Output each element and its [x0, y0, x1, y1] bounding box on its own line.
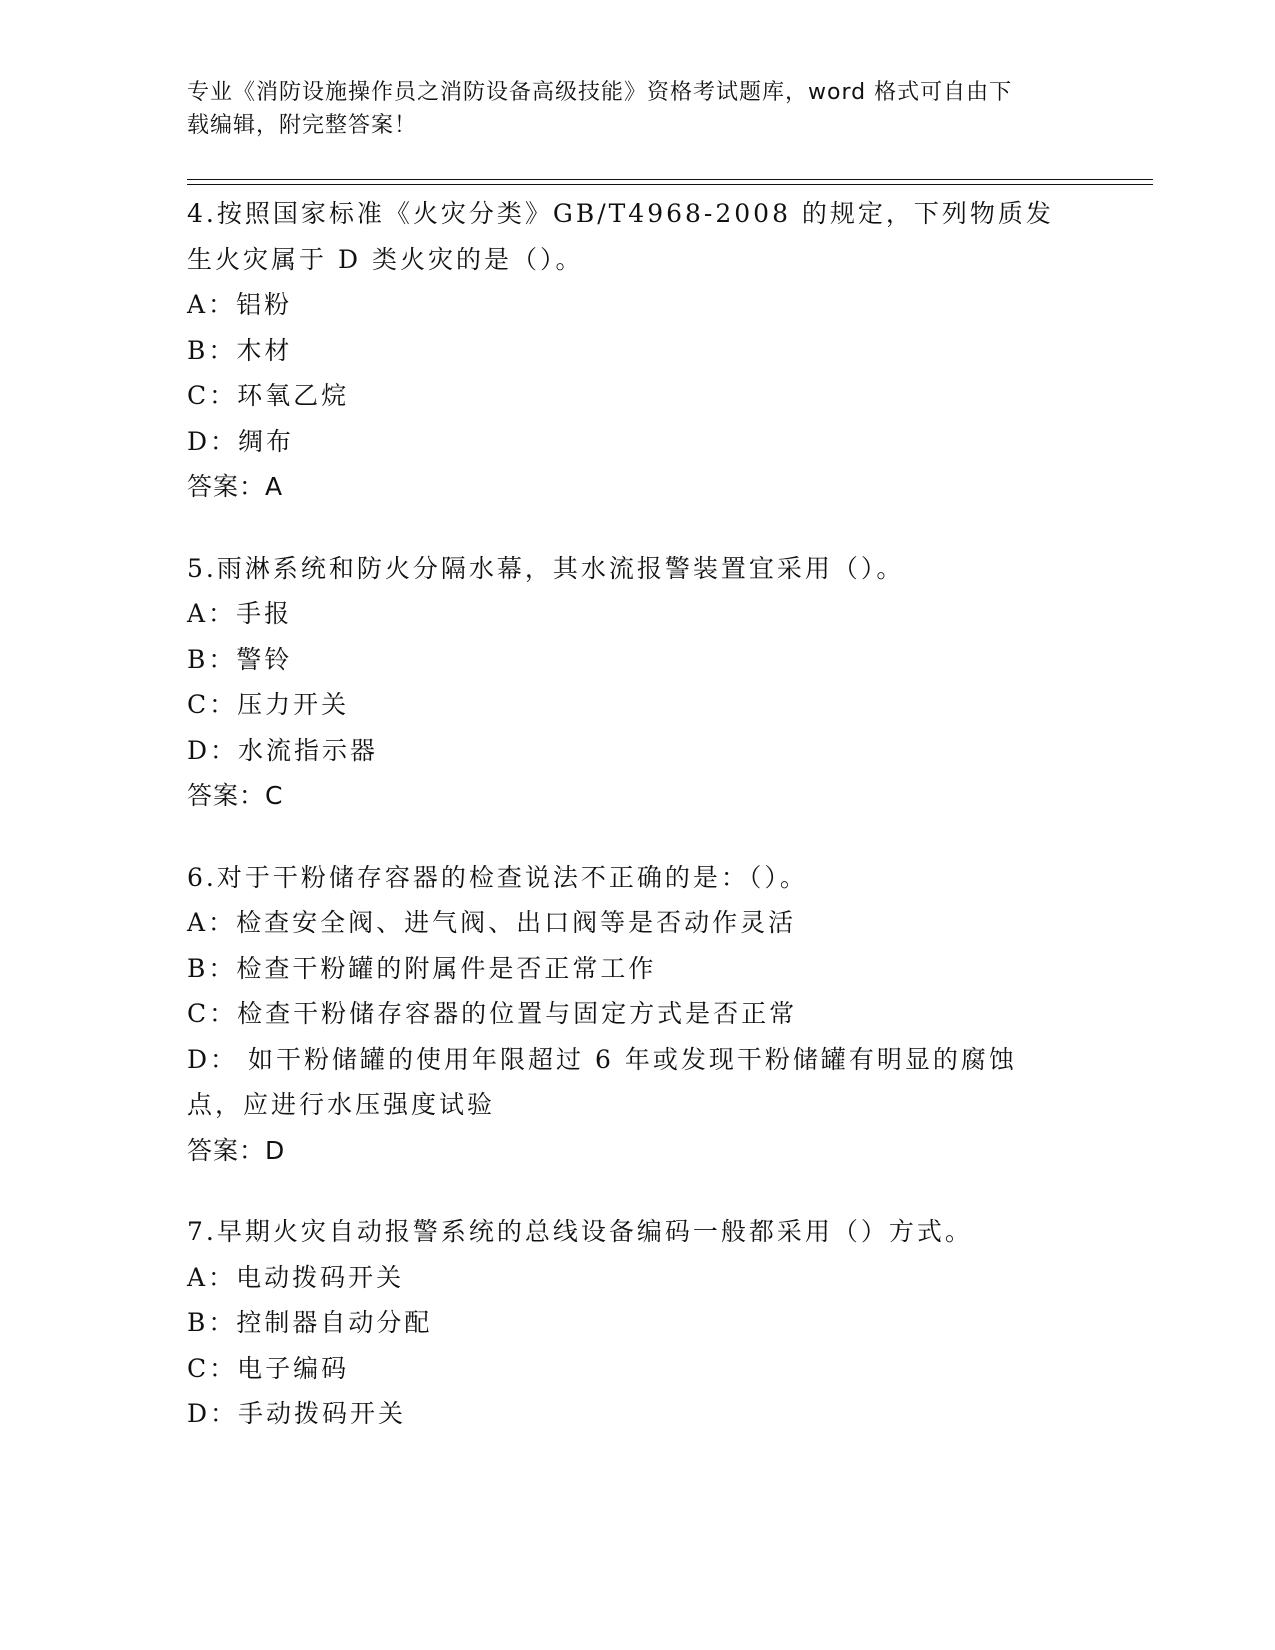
option-d	[187, 728, 1087, 774]
option-letter: C：	[187, 999, 238, 1028]
question-stem: 5.雨淋系统和防火分隔水幕，其水流报警装置宜采用（）。	[187, 553, 905, 583]
header-divider-bottom	[187, 184, 1153, 185]
option-letter: D：	[187, 426, 239, 456]
option-letter: C：	[187, 1353, 238, 1383]
option-letter: A：	[187, 290, 237, 319]
option-text: 检查干粉储存容器的位置与固定方式是否正常	[237, 999, 798, 1028]
option-c	[187, 682, 1087, 728]
option-letter: B：	[187, 644, 237, 674]
option-b	[187, 1300, 1087, 1346]
option-letter: A：	[187, 599, 237, 628]
question-7	[187, 1209, 1087, 1437]
option-c	[187, 373, 1087, 419]
option-letter: C：	[187, 381, 238, 410]
option-text: 手报	[236, 599, 293, 628]
option-c	[187, 991, 1087, 1037]
option-letter: A：	[187, 908, 237, 937]
option-letter: B：	[187, 1308, 237, 1337]
option-text: 控制器自动分配	[236, 1308, 433, 1337]
answer-line: 答案：A	[187, 472, 284, 501]
answer-line: 答案：C	[187, 781, 284, 810]
option-text: 木材	[236, 335, 293, 365]
option-letter: D：	[187, 1399, 239, 1428]
option-b	[187, 637, 1087, 683]
option-c	[187, 1346, 1087, 1392]
option-text: 手动拨码开关	[238, 1399, 407, 1428]
option-b	[187, 946, 1087, 992]
option-a	[187, 282, 1087, 328]
option-text: 检查干粉罐的附属件是否正常工作	[236, 953, 657, 983]
option-letter: B：	[187, 335, 237, 365]
option-text: 检查安全阀、进气阀、出口阀等是否动作灵活	[236, 908, 797, 937]
question-4	[187, 191, 1087, 510]
header-line-2: 载编辑，附完整答案！	[187, 113, 418, 138]
option-text: 电动拨码开关	[236, 1262, 405, 1292]
question-stem: 7.早期火灾自动报警系统的总线设备编码一般都采用（）方式。	[187, 1217, 973, 1246]
option-letter: D：	[187, 735, 239, 765]
option-b	[187, 328, 1087, 374]
option-text: 压力开关	[237, 690, 350, 719]
option-a	[187, 1255, 1087, 1301]
option-text: 电子编码	[237, 1353, 350, 1383]
option-text: 警铃	[236, 644, 293, 674]
option-text: 水流指示器	[238, 735, 379, 765]
option-text: 如干粉储罐的使用年限超过 6 年或发现干粉储罐有明显的腐蚀点，应进行水压强度试验	[187, 1044, 1017, 1119]
option-a	[187, 591, 1087, 637]
option-letter: B：	[187, 953, 237, 983]
option-d	[187, 1391, 1087, 1437]
option-letter: C：	[187, 690, 238, 719]
option-letter: A：	[187, 1262, 237, 1292]
question-6	[187, 855, 1087, 1174]
answer-line: 答案：D	[187, 1135, 286, 1165]
option-text: 铝粉	[236, 290, 293, 319]
option-d	[187, 1037, 1067, 1128]
question-list	[187, 191, 1087, 1473]
option-d	[187, 419, 1087, 465]
header-divider-top	[187, 179, 1153, 180]
document-header	[187, 76, 1067, 142]
header-line-1: 专业《消防设施操作员之消防设备高级技能》资格考试题库，word 格式可自由下	[187, 80, 1013, 105]
option-text: 环氧乙烷	[237, 381, 350, 410]
option-letter: D：	[187, 1044, 239, 1074]
question-stem: 4.按照国家标准《火灾分类》GB/T4968-2008 的规定，下列物质发生火灾属于 D 类火灾的是（）。	[187, 199, 1054, 274]
option-a	[187, 900, 1087, 946]
question-stem: 6.对于干粉储存容器的检查说法不正确的是：（）。	[187, 862, 808, 892]
question-5	[187, 546, 1087, 819]
option-text: 绸布	[238, 426, 295, 456]
